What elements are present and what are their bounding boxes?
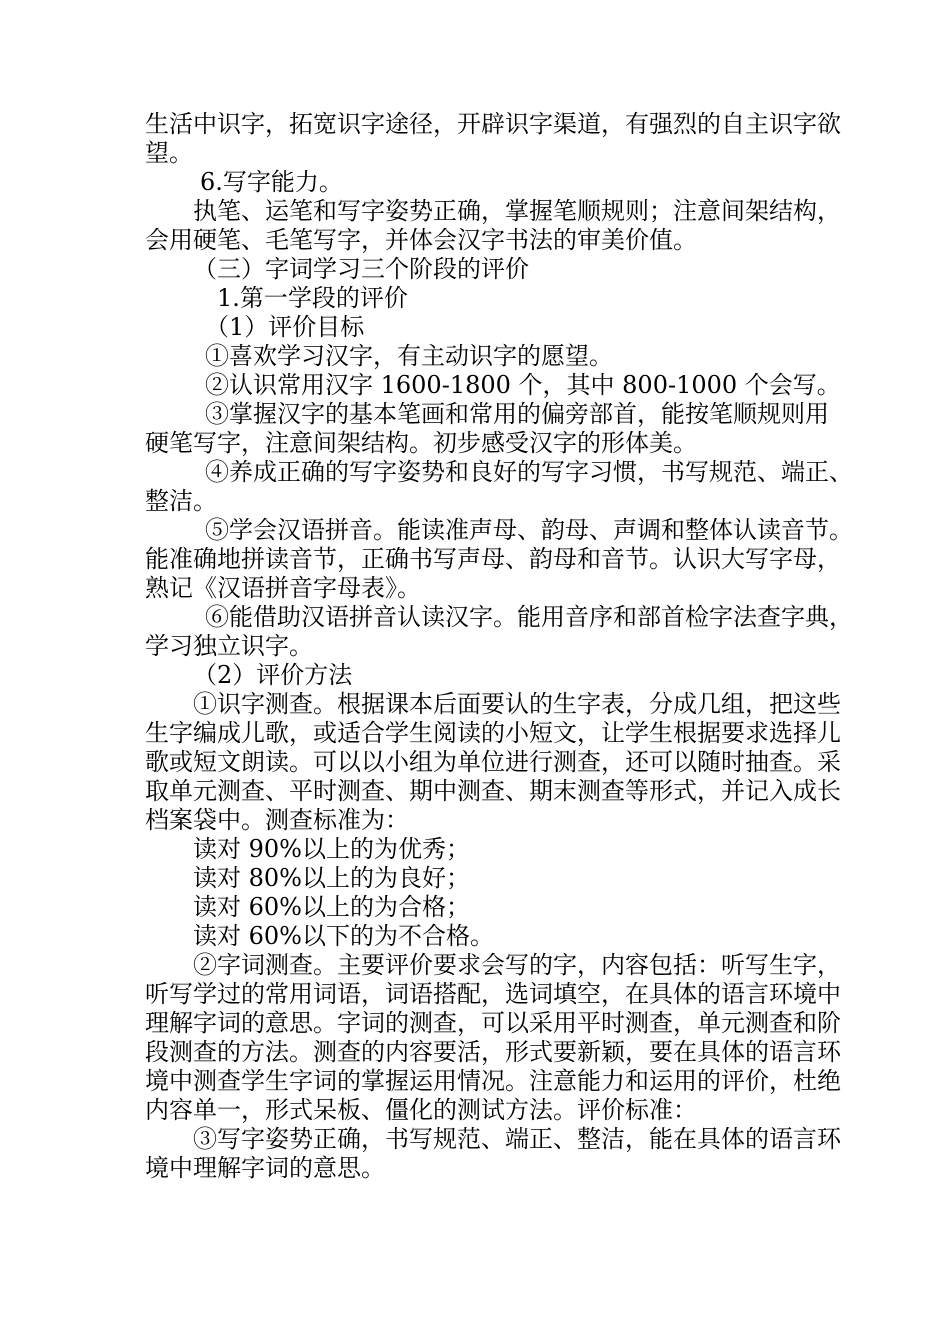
- criteria-line: 读对 60%以上的为合格；: [193, 893, 470, 921]
- paragraph-line: 执笔、运笔和写字姿势正确，掌握笔顺规则；注意间架结构，: [193, 197, 841, 225]
- criteria-line: 读对 90%以上的为优秀；: [193, 835, 470, 863]
- list-item: ③写字姿势正确，书写规范、端正、整洁，能在具体的语言环: [193, 1125, 841, 1153]
- paragraph-line: 取单元测查、平时测查、期中测查、期末测查等形式，并记入成长: [145, 777, 841, 805]
- paragraph-line: 歌或短文朗读。可以以小组为单位进行测查，还可以随时抽查。采: [145, 748, 841, 776]
- section-heading: 6.写字能力。: [200, 168, 343, 196]
- section-heading: 1.第一学段的评价: [217, 284, 408, 312]
- list-item: ②认识常用汉字 1600-1800 个，其中 800-1000 个会写。: [205, 371, 841, 399]
- paragraph-line: 熟记《汉语拼音字母表》。: [145, 574, 421, 602]
- paragraph-line: 望。: [145, 139, 193, 167]
- paragraph-line: 生活中识字，拓宽识字途径，开辟识字渠道，有强烈的自主识字欲: [145, 110, 841, 138]
- paragraph-line: 能准确地拼读音节，正确书写声母、韵母和音节。认识大写字母，: [145, 545, 841, 573]
- paragraph-line: 听写学过的常用词语，词语搭配，选词填空，在具体的语言环境中: [145, 980, 841, 1008]
- list-item: ①喜欢学习汉字，有主动识字的愿望。: [205, 342, 613, 370]
- paragraph-line: 段测查的方法。测查的内容要活，形式要新颖，要在具体的语言环: [145, 1038, 841, 1066]
- paragraph-line: 理解字词的意思。字词的测查，可以采用平时测查，单元测查和阶: [145, 1009, 841, 1037]
- paragraph-line: 会用硬笔、毛笔写字，并体会汉字书法的审美价值。: [145, 226, 697, 254]
- document-page: [145, 110, 853, 1183]
- list-item: ①识字测查。根据课本后面要认的生字表，分成几组，把这些: [193, 690, 841, 718]
- list-item: ②字词测查。主要评价要求会写的字，内容包括：听写生字，: [193, 951, 841, 979]
- section-heading: （三）字词学习三个阶段的评价: [193, 255, 529, 283]
- paragraph-line: 硬笔写字，注意间架结构。初步感受汉字的形体美。: [145, 429, 697, 457]
- criteria-line: 读对 60%以下的为不合格。: [193, 922, 494, 950]
- paragraph-line: 内容单一，形式呆板、僵化的测试方法。评价标准：: [145, 1096, 697, 1124]
- subsection-heading: （1）评价目标: [205, 313, 365, 341]
- criteria-line: 读对 80%以上的为良好；: [193, 864, 470, 892]
- paragraph-line: 学习独立识字。: [145, 632, 313, 660]
- list-item: ④养成正确的写字姿势和良好的写字习惯，书写规范、端正、: [205, 458, 853, 486]
- paragraph-line: 境中测查学生字词的掌握运用情况。注意能力和运用的评价，杜绝: [145, 1067, 841, 1095]
- paragraph-line: 生字编成儿歌，或适合学生阅读的小短文，让学生根据要求选择儿: [145, 719, 841, 747]
- paragraph-line: 档案袋中。测查标准为：: [145, 806, 409, 834]
- list-item: ⑤学会汉语拼音。能读准声母、韵母、声调和整体认读音节。: [205, 516, 853, 544]
- list-item: ⑥能借助汉语拼音认读汉字。能用音序和部首检字法查字典，: [205, 603, 853, 631]
- subsection-heading: （2）评价方法: [193, 661, 353, 689]
- paragraph-line: 整洁。: [145, 487, 217, 515]
- paragraph-line: 境中理解字词的意思。: [145, 1154, 385, 1182]
- list-item: ③掌握汉字的基本笔画和常用的偏旁部首，能按笔顺规则用: [205, 400, 829, 428]
